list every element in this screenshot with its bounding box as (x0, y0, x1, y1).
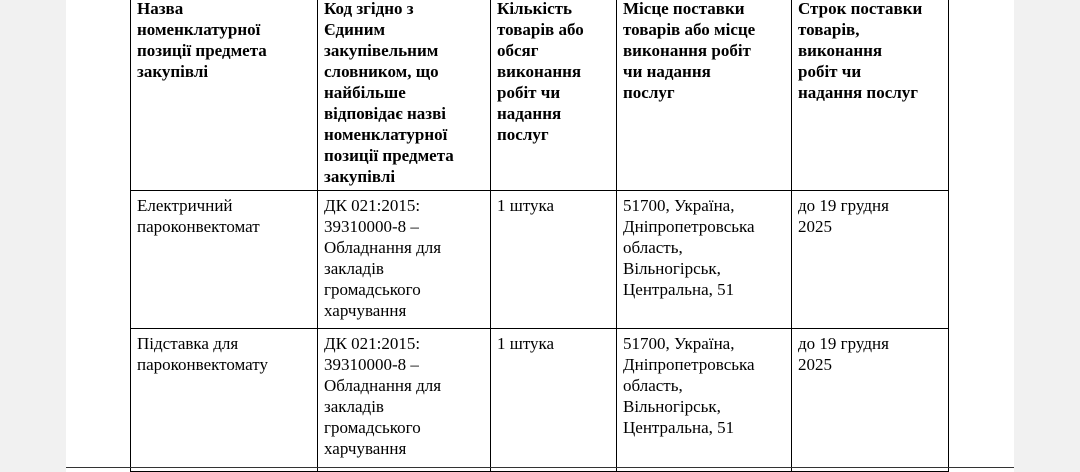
cell-cpv-code: ДК 021:2015: 39310000-8 – Обладнання для закладів громадського харчування (318, 329, 491, 472)
cell-quantity: 1 штука (491, 329, 617, 472)
document-page (66, 0, 1014, 472)
cell-delivery-term: до 19 грудня 2025 (792, 191, 949, 329)
header-delivery-place: Місце поставки товарів або місце виконання робіт чи надання послуг (617, 0, 792, 191)
procurement-items-table (130, 0, 949, 472)
table-row (131, 191, 949, 329)
header-item-name: Назва номенклатурної позиції предмета закупівлі (131, 0, 318, 191)
table-header-row (131, 0, 949, 191)
cell-delivery-place: 51700, Україна, Дніпропетровська область, Вільногірськ, Центральна, 51 (617, 191, 792, 329)
cell-item-name: Електричний пароконвектомат (131, 191, 318, 329)
header-delivery-term: Строк поставки товарів, виконання робіт чи надання послуг (792, 0, 949, 191)
cell-quantity: 1 штука (491, 191, 617, 329)
header-quantity: Кількість товарів або обсяг виконання робіт чи надання послуг (491, 0, 617, 191)
page-bottom-rule (66, 467, 1014, 468)
header-cpv-code: Код згідно з Єдиним закупівельним словником, що найбільше відповідає назві номенклатурної позиції предмета закупівлі (318, 0, 491, 191)
cell-delivery-place: 51700, Україна, Дніпропетровська область, Вільногірськ, Центральна, 51 (617, 329, 792, 472)
cell-item-name: Підставка для пароконвектомату (131, 329, 318, 472)
cell-delivery-term: до 19 грудня 2025 (792, 329, 949, 472)
table-row (131, 329, 949, 472)
cell-cpv-code: ДК 021:2015: 39310000-8 – Обладнання для закладів громадського харчування (318, 191, 491, 329)
